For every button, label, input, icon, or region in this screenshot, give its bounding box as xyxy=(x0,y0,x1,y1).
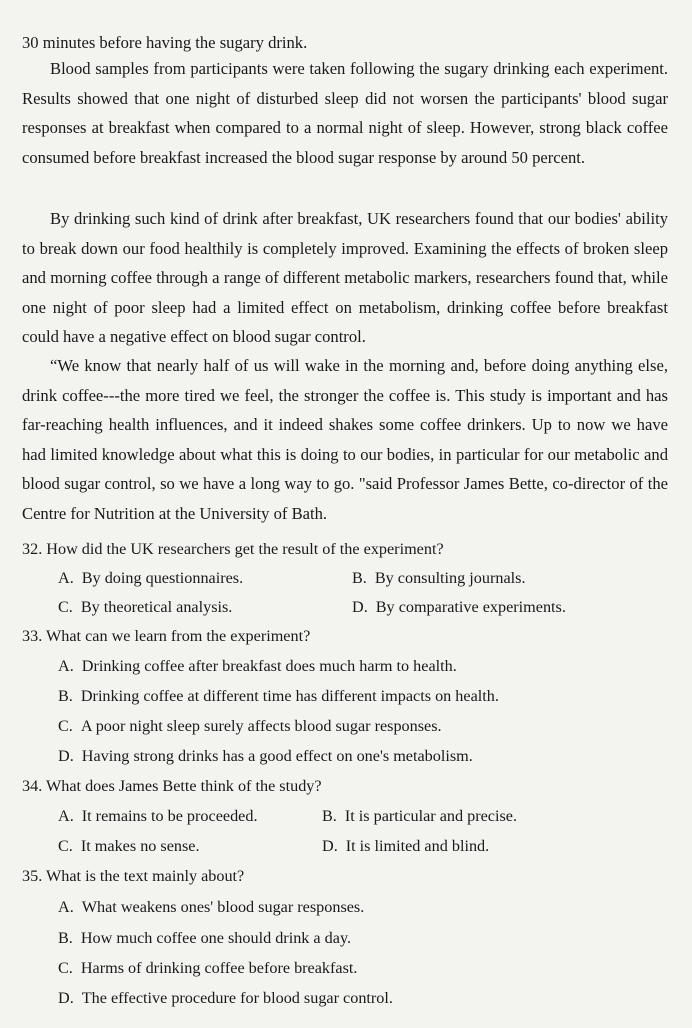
question-35-stem: 35. What is the text mainly about? xyxy=(22,867,245,885)
question-35-option-a xyxy=(58,893,658,922)
option-text: Harms of drinking coffee before breakfast. xyxy=(80,959,358,977)
option-text: It makes no sense. xyxy=(80,837,200,855)
question-33-option-b xyxy=(58,682,658,711)
option-text: Drinking coffee after breakfast does much harm to health. xyxy=(81,657,457,675)
passage-paragraph-2: By drinking such kind of drink after breakfast, UK researchers found that our bodies' ability to break down our food healthily is completely improved. Examining the effects of broken sleep and morning coffee through a range of different metabolic markers, researchers found that, while one night of poor sleep had a limited effect on metabolism, drinking coffee before breakfast could have a negative effect on blood sugar control. xyxy=(22,209,668,346)
question-33-option-d xyxy=(58,742,658,771)
question-33-option-a xyxy=(58,652,658,681)
question-35-option-d xyxy=(58,984,658,1013)
option-marker: D. xyxy=(322,837,338,855)
option-marker: A. xyxy=(58,657,74,675)
option-text: A poor night sleep surely affects blood sugar responses. xyxy=(80,717,442,735)
question-32-stem: 32. How did the UK researchers get the result of the experiment? xyxy=(22,540,444,558)
option-marker: A. xyxy=(58,807,74,825)
passage-paragraph-1: Blood samples from participants were taken following the sugary drinking each experiment. Results showed that one night of disturbed sleep did not worsen the participants' blood sugar responses at breakfast when compared to a normal night of sleep. However, strong black coffee consumed before breakfast increased the blood sugar response by around 50 percent. xyxy=(22,59,668,167)
question-33-stem: 33. What can we learn from the experiment? xyxy=(22,627,311,645)
question-34-option-d xyxy=(322,832,692,861)
option-marker: B. xyxy=(322,807,337,825)
option-text: It is particular and precise. xyxy=(344,807,518,825)
option-text: By comparative experiments. xyxy=(375,598,566,616)
option-text: By consulting journals. xyxy=(374,569,526,587)
option-text: Having strong drinks has a good effect on one's metabolism. xyxy=(81,747,473,765)
option-text: How much coffee one should drink a day. xyxy=(80,929,352,947)
question-34-option-b xyxy=(322,802,692,831)
option-text: It remains to be proceeded. xyxy=(81,807,258,825)
question-35-option-b xyxy=(58,924,658,953)
option-marker: D. xyxy=(58,989,74,1007)
option-text: It is limited and blind. xyxy=(345,837,490,855)
option-marker: D. xyxy=(58,747,74,765)
option-marker: D. xyxy=(352,598,368,616)
passage-paragraph-3: “We know that nearly half of us will wake in the morning and, before doing anything else, drink coffee---the more tired we feel, the stronger the coffee is. This study is important and has far-reaching health influences, and it indeed shakes some coffee drinkers. Up to now we have had limited knowledge about what this is doing to our bodies, in particular for our metabolic and blood sugar control, so we have a long way to go. "said Professor James Bette, co-director of the Centre for Nutrition at the University of Bath. xyxy=(22,356,668,523)
option-marker: A. xyxy=(58,898,74,916)
question-34-stem: 34. What does James Bette think of the study? xyxy=(22,777,322,795)
option-marker: C. xyxy=(58,717,73,735)
option-text: By doing questionnaires. xyxy=(81,569,244,587)
option-marker: B. xyxy=(58,687,73,705)
question-32-option-b xyxy=(352,564,692,593)
option-text: What weakens ones' blood sugar responses. xyxy=(81,898,365,916)
option-marker: B. xyxy=(58,929,73,947)
option-text: By theoretical analysis. xyxy=(80,598,233,616)
option-marker: C. xyxy=(58,837,73,855)
option-text: Drinking coffee at different time has different impacts on health. xyxy=(80,687,499,705)
option-marker: A. xyxy=(58,569,74,587)
option-marker: B. xyxy=(352,569,367,587)
option-marker: C. xyxy=(58,959,73,977)
option-marker: C. xyxy=(58,598,73,616)
passage-line-continued: 30 minutes before having the sugary drink. xyxy=(22,33,308,52)
question-35-option-c xyxy=(58,954,658,983)
option-text: The effective procedure for blood sugar control. xyxy=(81,989,393,1007)
question-32-option-d xyxy=(352,593,692,622)
question-33-option-c xyxy=(58,712,658,741)
